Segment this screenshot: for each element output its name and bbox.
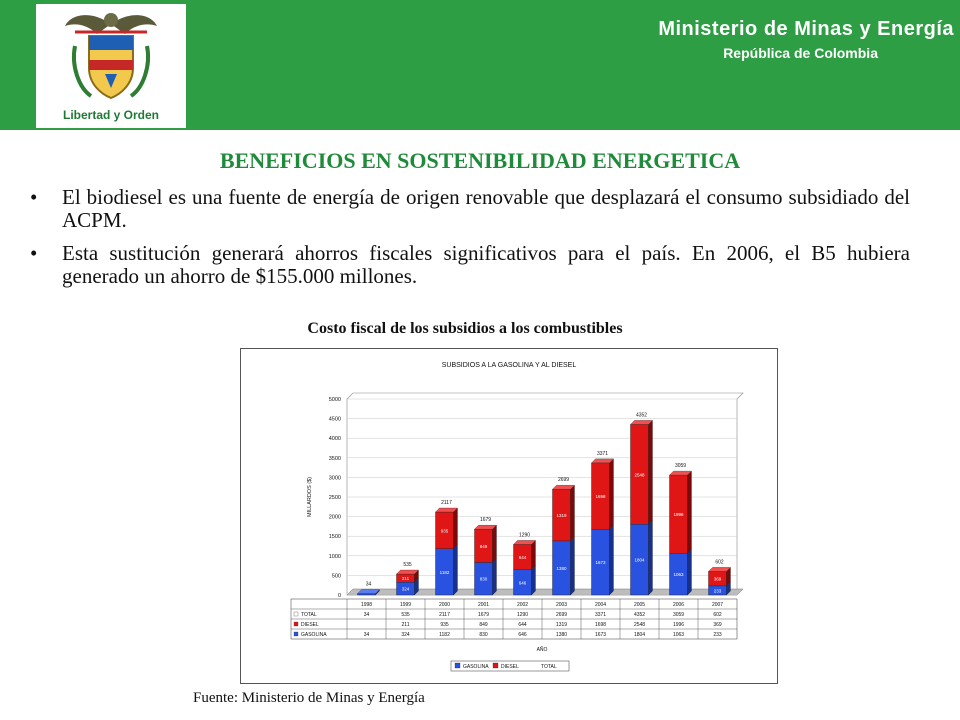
table-cell: 935	[440, 622, 449, 628]
total-data-label: 2699	[557, 477, 570, 484]
gasolina-data-label: 1063	[673, 572, 684, 578]
diesel-data-label: 369	[713, 576, 722, 582]
x-tick-label: 2001	[477, 602, 490, 608]
diesel-bar-side	[649, 420, 653, 524]
source-note: Fuente: Ministerio de Minas y Energía	[193, 690, 425, 706]
table-cell: 1063	[672, 632, 685, 638]
table-row-swatch	[294, 622, 298, 626]
total-data-label: 1679	[479, 517, 492, 524]
republic-name: República de Colombia	[723, 45, 878, 61]
total-data-label: 3059	[674, 463, 687, 470]
table-cell: 646	[518, 632, 527, 638]
diesel-bar-side	[454, 508, 458, 549]
table-cell: 2548	[633, 622, 646, 628]
x-tick-label: 2000	[438, 602, 451, 608]
table-cell: 324	[401, 632, 410, 638]
gasolina-bar-side	[454, 545, 458, 595]
table-row-label: GASOLINA	[301, 632, 327, 638]
table-cell: 1996	[672, 622, 685, 628]
table-cell: 2699	[555, 612, 568, 618]
bullet-list	[30, 186, 910, 298]
diesel-data-label: 935	[440, 528, 449, 534]
total-data-label: 4352	[635, 412, 648, 419]
y-tick-label: 4000	[328, 436, 341, 443]
table-cell: 2117	[439, 612, 450, 618]
legend-swatch	[493, 663, 498, 668]
table-cell: 1698	[594, 622, 607, 628]
slide-title: BENEFICIOS EN SOSTENIBILIDAD ENERGETICA	[219, 148, 741, 173]
bullet-item	[30, 242, 910, 288]
gasolina-data-label: 1673	[595, 560, 606, 566]
colombia-coat-of-arms-icon	[61, 6, 161, 104]
gasolina-bar-side	[493, 558, 497, 595]
diesel-bar-side	[571, 485, 575, 541]
ministry-name: Ministerio de Minas y Energía	[658, 18, 954, 40]
gasolina-data-label: 830	[479, 576, 488, 582]
seal-panel	[36, 4, 186, 128]
legend-label: DIESEL	[501, 664, 519, 670]
table-row-label: TOTAL	[301, 612, 317, 618]
legend-swatch	[455, 663, 460, 668]
y-tick-label: 3000	[328, 475, 341, 482]
table-cell: 1679	[477, 612, 490, 618]
x-tick-label: 2004	[594, 602, 607, 608]
diesel-data-label: 849	[479, 543, 488, 549]
table-cell: 34	[363, 612, 370, 618]
bar-top	[631, 420, 653, 424]
bar-top	[592, 459, 614, 463]
table-cell: 1380	[555, 632, 568, 638]
diesel-bar-side	[688, 471, 692, 553]
legend-label: GASOLINA	[463, 664, 489, 670]
table-cell: 3371	[594, 612, 607, 618]
total-data-label: 3371	[596, 450, 609, 457]
gasolina-data-label: 646	[518, 580, 527, 586]
bullet-text: Esta sustitución generará ahorros fiscales significativos para el país. En 2006, el B5 hubiera generado un ahorro de $155.000 millones.	[62, 241, 910, 288]
gasolina-data-label: 233	[713, 588, 722, 594]
diesel-data-label: 2548	[634, 472, 645, 478]
table-cell: 3059	[672, 612, 685, 618]
gasolina-bar-side	[688, 549, 692, 595]
gasolina-bar-side	[532, 566, 536, 595]
table-cell: 1673	[594, 632, 607, 638]
x-tick-label: 2002	[516, 602, 529, 608]
y-tick-label: 1500	[328, 534, 341, 541]
total-data-label: 34	[365, 581, 372, 588]
y-tick-label: 2000	[328, 514, 341, 521]
total-data-label: 535	[403, 562, 412, 569]
y-axis-label: MILLARDOS ($)	[307, 476, 313, 518]
y-tick-label: 2500	[328, 495, 341, 501]
table-cell: 1182	[439, 632, 450, 638]
gasolina-bar-side	[610, 525, 614, 595]
diesel-bar-side	[610, 459, 614, 530]
y-tick-label: 500	[331, 573, 341, 580]
legend-label: TOTAL	[541, 664, 557, 670]
y-tick-label: 1000	[328, 553, 341, 560]
subsidy-chart	[241, 349, 777, 683]
total-data-label: 2117	[441, 500, 452, 507]
total-data-label: 602	[715, 559, 724, 566]
diesel-data-label: 644	[518, 555, 527, 561]
table-cell: 211	[401, 622, 410, 628]
bar-top	[514, 540, 536, 544]
chart-caption: Costo fiscal de los subsidios a los combustibles	[307, 320, 623, 337]
header-bar	[0, 0, 960, 130]
chart-title: SUBSIDIOS A LA GASOLINA Y AL DIESEL	[441, 362, 577, 369]
table-cell: 535	[401, 612, 410, 618]
table-row-label: DIESEL	[301, 622, 319, 628]
diesel-bar-side	[493, 525, 497, 562]
x-tick-label: 2007	[711, 602, 724, 608]
gasolina-data-label: 1380	[556, 565, 567, 571]
x-tick-label: 1998	[360, 602, 373, 608]
bar-top	[553, 485, 575, 489]
table-cell: 369	[713, 622, 722, 628]
diesel-data-label: 1319	[556, 513, 567, 519]
table-cell: 602	[713, 612, 722, 618]
bullet-symbol: •	[30, 241, 38, 265]
motto-text: Libertad y Orden	[62, 108, 160, 122]
bar-top	[358, 590, 380, 594]
x-tick-label: 1999	[399, 602, 412, 608]
bar-top	[436, 508, 458, 512]
bar-top	[475, 525, 497, 529]
table-cell: 1804	[633, 632, 646, 638]
gasolina-bar-side	[571, 537, 575, 595]
bar-top	[670, 471, 692, 475]
diesel-bar-side	[532, 540, 536, 569]
gasolina-data-label: 1182	[439, 569, 450, 575]
y-tick-label: 3500	[328, 455, 341, 462]
table-cell: 1319	[555, 622, 568, 628]
table-cell: 4352	[633, 612, 646, 618]
diesel-data-label: 1996	[673, 512, 684, 518]
table-cell: 233	[713, 632, 722, 638]
ministry-block	[658, 18, 954, 61]
y-tick-label: 4500	[328, 416, 341, 423]
x-tick-label: 2005	[633, 602, 646, 608]
gasolina-bar-side	[649, 520, 653, 595]
bullet-text: El biodiesel es una fuente de energía de origen renovable que desplazará el consumo subsidiado del ACPM.	[62, 185, 910, 232]
table-cell: 1290	[516, 612, 529, 618]
gasolina-data-label: 1804	[634, 557, 645, 563]
x-tick-label: 2006	[672, 602, 685, 608]
table-row-swatch	[294, 632, 298, 636]
diesel-data-label: 211	[401, 576, 410, 582]
x-axis-label: AÑO	[536, 647, 548, 653]
table-cell: 34	[363, 632, 370, 638]
y-tick-label: 0	[337, 593, 341, 599]
total-data-label: 1290	[518, 532, 531, 539]
bullet-symbol: •	[30, 185, 38, 209]
gasolina-bar	[358, 594, 376, 595]
chart-frame	[240, 348, 778, 684]
y-tick-label: 5000	[328, 397, 341, 403]
table-row-swatch	[294, 612, 298, 616]
gasolina-data-label: 324	[401, 586, 410, 592]
bullet-item	[30, 186, 910, 232]
table-cell: 644	[518, 622, 527, 628]
table-cell: 849	[479, 622, 488, 628]
x-tick-label: 2003	[555, 602, 568, 608]
bar-top	[397, 570, 419, 574]
diesel-data-label: 1698	[595, 494, 606, 500]
bar-top	[709, 567, 731, 571]
table-cell: 830	[479, 632, 488, 638]
